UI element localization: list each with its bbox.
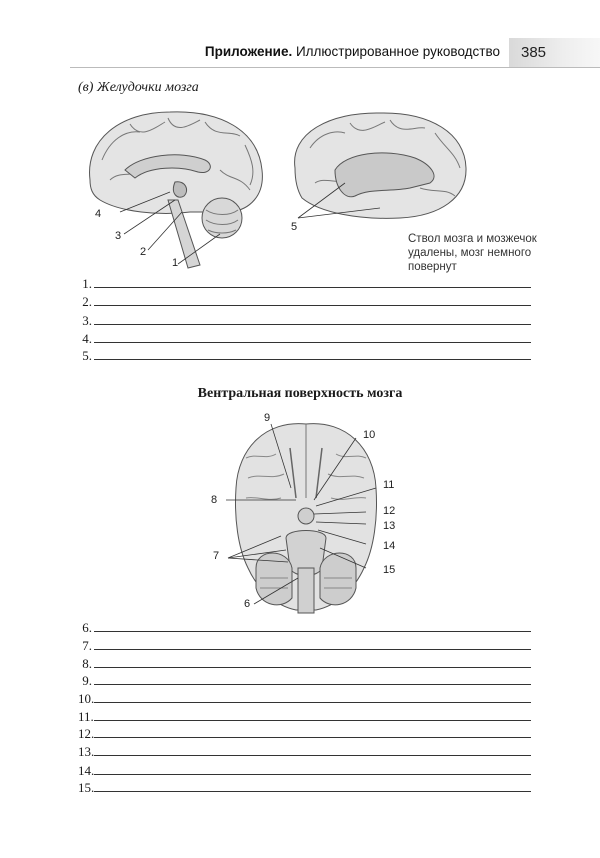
- answer-blank[interactable]: [94, 619, 531, 632]
- answer-line-4: [78, 329, 531, 345]
- answer-blank[interactable]: [94, 347, 531, 360]
- header-title-bold: Приложение.: [204, 44, 293, 59]
- answer-number: 2.: [82, 294, 92, 309]
- section-title: Желудочки мозга: [96, 80, 199, 95]
- answer-blank[interactable]: [94, 275, 531, 288]
- answer-number: 8.: [82, 656, 92, 671]
- answer-blank[interactable]: [94, 312, 531, 325]
- callout-2: 2: [140, 246, 147, 258]
- answer-blank[interactable]: [94, 762, 531, 775]
- callout-7: 7: [213, 550, 220, 562]
- answer-line-14: [78, 761, 531, 777]
- header-title-rest: Иллюстрированное руководство: [295, 44, 500, 59]
- answer-number: 3.: [82, 313, 92, 328]
- brain-rotated-illustration: [290, 108, 470, 228]
- answer-line-3: [78, 311, 531, 327]
- callout-5: 5: [291, 221, 298, 233]
- answer-blank[interactable]: [94, 655, 531, 668]
- section-letter: (в): [78, 80, 94, 95]
- answer-line-9: [78, 671, 531, 687]
- callout-15: 15: [383, 564, 396, 576]
- answer-blank[interactable]: [94, 330, 531, 343]
- callout-10: 10: [363, 429, 376, 441]
- answer-blank[interactable]: [94, 690, 531, 703]
- answer-blank[interactable]: [94, 779, 531, 792]
- answer-number: 4.: [82, 331, 92, 346]
- answer-line-6: [78, 618, 531, 634]
- callout-4: 4: [95, 208, 102, 220]
- answer-line-10: [78, 689, 531, 705]
- answer-number: 15.: [78, 780, 95, 795]
- answer-blank[interactable]: [94, 743, 531, 756]
- answer-line-15: [78, 778, 531, 794]
- answer-line-2: [78, 292, 531, 308]
- answer-line-8: [78, 654, 531, 670]
- answer-number: 5.: [82, 348, 92, 363]
- header-rule: [70, 67, 600, 68]
- answer-blank[interactable]: [94, 708, 531, 721]
- callout-14: 14: [383, 540, 396, 552]
- callout-9: 9: [264, 412, 271, 424]
- brain-sagittal-illustration: [80, 100, 280, 270]
- answer-blank[interactable]: [94, 672, 531, 685]
- answer-line-5: [78, 346, 531, 362]
- callout-1: 1: [172, 257, 179, 269]
- answer-number: 7.: [82, 638, 92, 653]
- answer-line-13: [78, 742, 531, 758]
- section-heading-ventral: Вентральная поверхность мозга: [197, 386, 403, 401]
- answer-blank[interactable]: [94, 637, 531, 650]
- answer-line-12: [78, 724, 531, 740]
- callout-8: 8: [211, 494, 218, 506]
- answer-number: 12.: [78, 726, 95, 741]
- answer-blank[interactable]: [94, 293, 531, 306]
- answer-number: 9.: [82, 673, 92, 688]
- running-header: [205, 44, 500, 59]
- callout-3: 3: [115, 230, 122, 242]
- figure-note: Ствол мозга и мозжечок удалены, мозг немного повернут: [408, 233, 537, 273]
- callout-6: 6: [244, 598, 251, 610]
- answer-blank[interactable]: [94, 725, 531, 738]
- answer-number: 6.: [82, 620, 92, 635]
- answer-number: 1.: [82, 276, 92, 291]
- section-heading-ventricles: [78, 80, 199, 96]
- answer-number: 11.: [78, 709, 94, 724]
- answer-line-1: [78, 274, 531, 290]
- callout-13: 13: [383, 520, 396, 532]
- answer-line-7: [78, 636, 531, 652]
- answer-line-11: [78, 707, 531, 723]
- callout-11: 11: [383, 479, 395, 491]
- answer-number: 10.: [78, 691, 95, 706]
- page-number: 385: [509, 38, 600, 68]
- answer-number: 13.: [78, 744, 95, 759]
- brain-ventral-illustration: [226, 418, 386, 618]
- callout-12: 12: [383, 505, 396, 517]
- answer-number: 14.: [78, 763, 95, 778]
